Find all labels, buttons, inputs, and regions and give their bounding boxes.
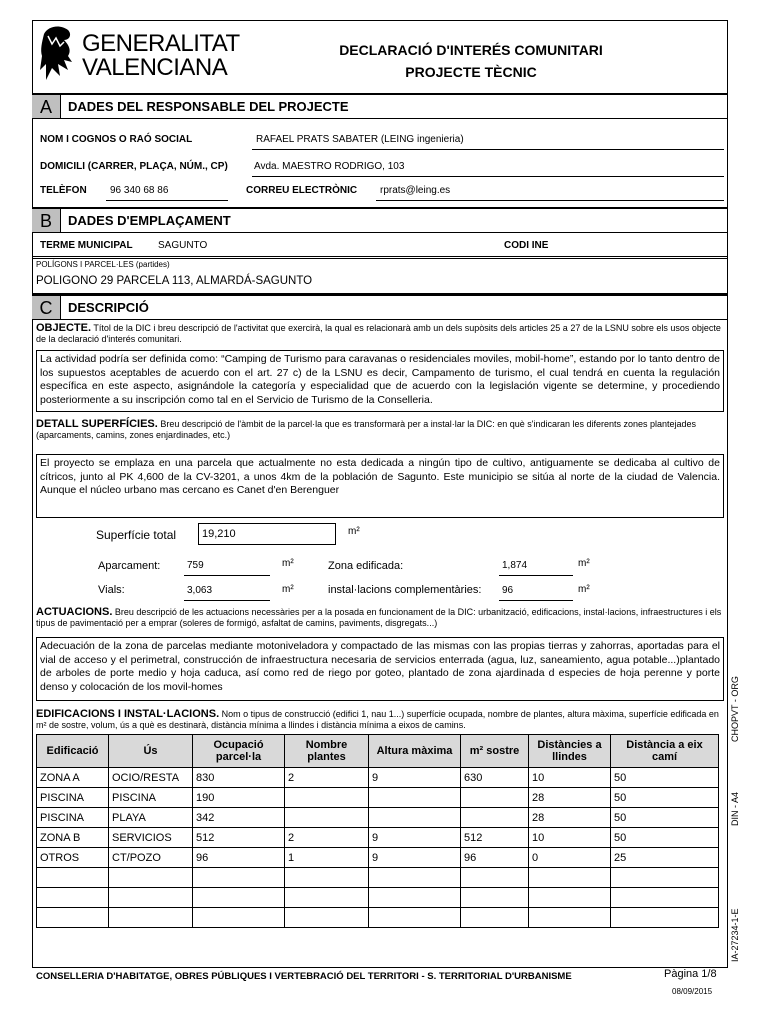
table-cell[interactable]: 28 (529, 788, 611, 808)
table-cell[interactable]: 190 (193, 788, 285, 808)
phone-underline (106, 200, 228, 201)
col-header: Ocupació parcel·la (193, 735, 285, 768)
table-cell[interactable] (37, 908, 109, 928)
facilities-unit: m² (578, 584, 590, 595)
surfaces-head: DETALL SUPERFÍCIES. (36, 418, 158, 430)
table-cell[interactable]: 50 (611, 828, 719, 848)
actions-head: ACTUACIONS. (36, 606, 113, 618)
logo-line2: VALENCIANA (82, 54, 228, 81)
table-cell[interactable]: 9 (369, 848, 461, 868)
section-b-header (32, 207, 728, 233)
footer-org: CONSELLERIA D'HABITATGE, OBRES PÚBLIQUES I VERTEBRACIÓ DEL TERRITORI - S. TERRITORIAL D'URBANISME (36, 971, 572, 982)
parking-value[interactable]: 759 (187, 560, 204, 571)
table-cell[interactable] (529, 868, 611, 888)
parking-unit: m² (282, 558, 294, 569)
address-value[interactable]: Avda. MAESTRO RODRIGO, 103 (254, 161, 405, 172)
table-row (37, 788, 719, 808)
built-unit: m² (578, 558, 590, 569)
roads-value[interactable]: 3,063 (187, 585, 213, 596)
table-row (37, 888, 719, 908)
address-underline (252, 176, 724, 177)
total-surface-label: Superfície total (96, 528, 177, 542)
table-cell[interactable] (109, 888, 193, 908)
name-value[interactable]: RAFAEL PRATS SABATER (LEING ingenieria) (256, 134, 464, 145)
table-cell[interactable]: 50 (611, 808, 719, 828)
table-cell[interactable]: 0 (529, 848, 611, 868)
buildings-head: EDIFICACIONS I INSTAL·LACIONS. (36, 708, 220, 720)
table-row (37, 908, 719, 928)
table-cell[interactable]: PISCINA (37, 788, 109, 808)
col-header: Altura màxima (369, 735, 461, 768)
table-cell[interactable]: ZONA B (37, 828, 109, 848)
object-textbox[interactable]: La actividad podría ser definida como: “Camping de Turismo para caravanas o residenciales moviles, mobil-home”, estando por lo tanto dentro de los supuestos aceptables de acuerdo con el art. 27 c) de la LSNU es decir, Campamento de turismo, el cual tendrá en cuenta la regulación específica en este aspecto, asignándole la categoría y especialidad que de acuerdo con la legislación vigente se determine, y procediendo posteriormente a su inscripción como tal en el Servicio de Turismo de la Conselleria. (36, 350, 724, 412)
generalitat-logo (38, 24, 240, 92)
table-cell[interactable] (109, 868, 193, 888)
table-cell[interactable] (369, 908, 461, 928)
table-cell[interactable] (369, 788, 461, 808)
built-label: Zona edificada: (328, 560, 404, 572)
actions-heading (36, 607, 726, 629)
table-cell[interactable]: 50 (611, 788, 719, 808)
table-cell[interactable] (285, 808, 369, 828)
table-cell[interactable]: 10 (529, 768, 611, 788)
col-header: Ús (109, 735, 193, 768)
surfaces-heading (36, 419, 726, 441)
col-header: Nombre plantes (285, 735, 369, 768)
document-title (216, 24, 726, 92)
table-cell[interactable] (285, 888, 369, 908)
table-cell[interactable] (193, 908, 285, 928)
bat-emblem-icon (38, 24, 76, 90)
municipality-label: TERME MUNICIPAL (40, 240, 133, 251)
roads-label: Vials: (98, 584, 125, 596)
table-cell[interactable] (611, 868, 719, 888)
table-cell[interactable]: 2 (285, 768, 369, 788)
table-cell[interactable]: 342 (193, 808, 285, 828)
email-label: CORREU ELECTRÒNIC (246, 185, 358, 196)
section-b-letter: B (32, 209, 61, 232)
section-c-title: DESCRIPCIÓ (68, 300, 149, 315)
table-cell[interactable] (611, 908, 719, 928)
title-line2: PROJECTE TÈCNIC (405, 64, 537, 80)
side-code-org: CHOPVT - ORG (730, 676, 740, 742)
table-row (37, 808, 719, 828)
table-cell[interactable]: CT/POZO (109, 848, 193, 868)
col-header: m² sostre (461, 735, 529, 768)
col-header: Distàncies a llindes (529, 735, 611, 768)
table-cell[interactable] (529, 888, 611, 908)
surfaces-textbox[interactable]: El proyecto se emplaza en una parcela que actualmente no esta dedicada a ningún tipo de cultivo, antiguamente se dedicaba al cultivo de cítricos, junto al PK 4,600 de la CV-3201, a unos 4km de la población de Sagunto. Este municipio se sitúa al norte de la ciudad de Valencia. Aunque el núcleo urbano mas cercano es Canet d'en Berenguer (36, 454, 724, 518)
table-cell[interactable]: 96 (461, 848, 529, 868)
table-cell[interactable]: PISCINA (37, 808, 109, 828)
object-head: OBJECTE. (36, 322, 92, 334)
built-value[interactable]: 1,874 (502, 560, 528, 571)
table-cell[interactable] (109, 908, 193, 928)
table-cell[interactable]: 28 (529, 808, 611, 828)
side-code-din: DIN - A4 (730, 791, 740, 826)
total-surface-input[interactable]: 19,210 (198, 523, 336, 545)
table-cell[interactable]: 25 (611, 848, 719, 868)
table-cell[interactable] (285, 868, 369, 888)
table-cell[interactable] (461, 788, 529, 808)
section-c-header (32, 294, 728, 320)
table-cell[interactable]: 630 (461, 768, 529, 788)
municipality-divider (32, 256, 728, 257)
col-header: Distància a eix camí (611, 735, 719, 768)
table-cell[interactable]: 830 (193, 768, 285, 788)
footer-date: 08/09/2015 (672, 987, 713, 996)
footer-page: Pàgina 1/8 (664, 968, 717, 980)
built-underline (499, 575, 573, 576)
buildings-desc: Nom o tipus de construcció (edifici 1, nau 1...) superfície ocupada, nombre de plantes, altura màxima, superfície edificada en m² de sostre, volum, ús a què es destinarà, distància mínima a llindes i distància mínima a eixos de camins. (36, 709, 719, 730)
section-a-title: DADES DEL RESPONSABLE DEL PROJECTE (68, 99, 349, 114)
actions-desc: Breu descripció de les actuacions necessàries per a la posada en funcionament de la DIC: urbanització, edificacions, instal·lacions, infraestructures i els tipus de pavimentació per a emprar (soleres de formigó, asfaltat de camins, paviments, disgregats...) (36, 607, 722, 628)
title-line1: DECLARACIÓ D'INTERÉS COMUNITARI (339, 42, 603, 58)
table-cell[interactable] (37, 888, 109, 908)
facilities-underline (499, 600, 573, 601)
ine-label: CODI INE (504, 240, 549, 251)
parking-label: Aparcament: (98, 560, 161, 572)
name-underline (252, 149, 724, 150)
name-label: NOM I COGNOS O RAÓ SOCIAL (40, 134, 193, 145)
actions-textbox[interactable]: Adecuación de la zona de parcelas mediante motoniveladora y compactado de las mismas con las propias tierras y zahorras, aportadas para el vial de acceso y el perimetral, construcción de infraestructura necesaria de servicios enterrada (agua, luz, saneamiento, agua potable...)plantado de arboles de porte medio y hoja caduca, así como red de riego por goteo, plantado de zona ajardinada d especies de hoja perenne y porte denso y colocación de los movil-homes (36, 637, 724, 701)
table-header-row (37, 735, 719, 768)
table-cell[interactable]: 9 (369, 768, 461, 788)
table-cell[interactable]: 2 (285, 828, 369, 848)
surfaces-desc: Breu descripció de l'àmbit de la parcel·la que es transformarà per a instal·lar la DIC: en què s'indicaran les diferents zones plantejades (aparcaments, camins, zones enjardinades, etc.) (36, 419, 697, 440)
col-header: Edificació (37, 735, 109, 768)
table-cell[interactable]: OTROS (37, 848, 109, 868)
roads-underline (184, 600, 270, 601)
municipality-value[interactable]: SAGUNTO (158, 240, 208, 251)
table-cell[interactable] (369, 868, 461, 888)
object-desc: Títol de la DIC i breu descripció de l'activitat que exercirà, la qual es relacionarà amb un dels supòsits dels articles 25 a 27 de la LSNU sobre els usos objecte de la declaració d'interés comunitari. (36, 323, 721, 344)
roads-unit: m² (282, 584, 294, 595)
address-label: DOMICILI (CARRER, PLAÇA, NÚM., CP) (40, 161, 228, 172)
table-cell[interactable] (193, 888, 285, 908)
table-cell[interactable]: 512 (193, 828, 285, 848)
table-cell[interactable]: 96 (193, 848, 285, 868)
table-cell[interactable]: 50 (611, 768, 719, 788)
table-cell[interactable] (461, 888, 529, 908)
table-cell[interactable]: 9 (369, 828, 461, 848)
phone-label: TELÈFON (40, 185, 87, 196)
buildings-table (36, 734, 719, 928)
table-cell[interactable] (461, 908, 529, 928)
table-cell[interactable]: PLAYA (109, 808, 193, 828)
section-a-header (32, 93, 728, 119)
phone-value[interactable]: 96 340 68 86 (110, 185, 169, 196)
table-cell[interactable] (37, 868, 109, 888)
object-heading (36, 323, 726, 345)
table-cell[interactable]: OCIO/RESTA (109, 768, 193, 788)
table-row (37, 868, 719, 888)
table-cell[interactable]: ZONA A (37, 768, 109, 788)
email-value[interactable]: rprats@leing.es (380, 185, 451, 196)
table-cell[interactable]: 512 (461, 828, 529, 848)
table-cell[interactable] (611, 888, 719, 908)
table-row (37, 828, 719, 848)
logo-line1: GENERALITAT (82, 30, 240, 57)
table-cell[interactable] (369, 808, 461, 828)
table-cell[interactable] (369, 888, 461, 908)
facilities-label: instal·lacions complementàries: (328, 584, 482, 596)
section-b-title: DADES D'EMPLAÇAMENT (68, 213, 231, 228)
parcels-label: POLÍGONS I PARCEL·LES (partides) (36, 260, 170, 269)
total-surface-unit: m² (348, 526, 360, 537)
table-cell[interactable] (461, 808, 529, 828)
parcels-box[interactable] (32, 258, 728, 294)
table-cell[interactable]: 1 (285, 848, 369, 868)
table-cell[interactable] (529, 908, 611, 928)
table-cell[interactable]: SERVICIOS (109, 828, 193, 848)
table-cell[interactable] (285, 788, 369, 808)
facilities-value[interactable]: 96 (502, 585, 514, 596)
parking-underline (184, 575, 270, 576)
table-cell[interactable] (461, 868, 529, 888)
table-cell[interactable]: PISCINA (109, 788, 193, 808)
buildings-heading (36, 709, 726, 731)
table-cell[interactable] (193, 868, 285, 888)
email-underline (376, 200, 724, 201)
side-code-form: IA-27234-1-E (730, 908, 740, 962)
table-cell[interactable]: 10 (529, 828, 611, 848)
table-row (37, 848, 719, 868)
table-cell[interactable] (285, 908, 369, 928)
section-a-letter: A (32, 95, 61, 118)
table-row (37, 768, 719, 788)
parcels-value: POLIGONO 29 PARCELA 113, ALMARDÁ-SAGUNTO (36, 275, 313, 287)
section-c-letter: C (32, 296, 61, 319)
